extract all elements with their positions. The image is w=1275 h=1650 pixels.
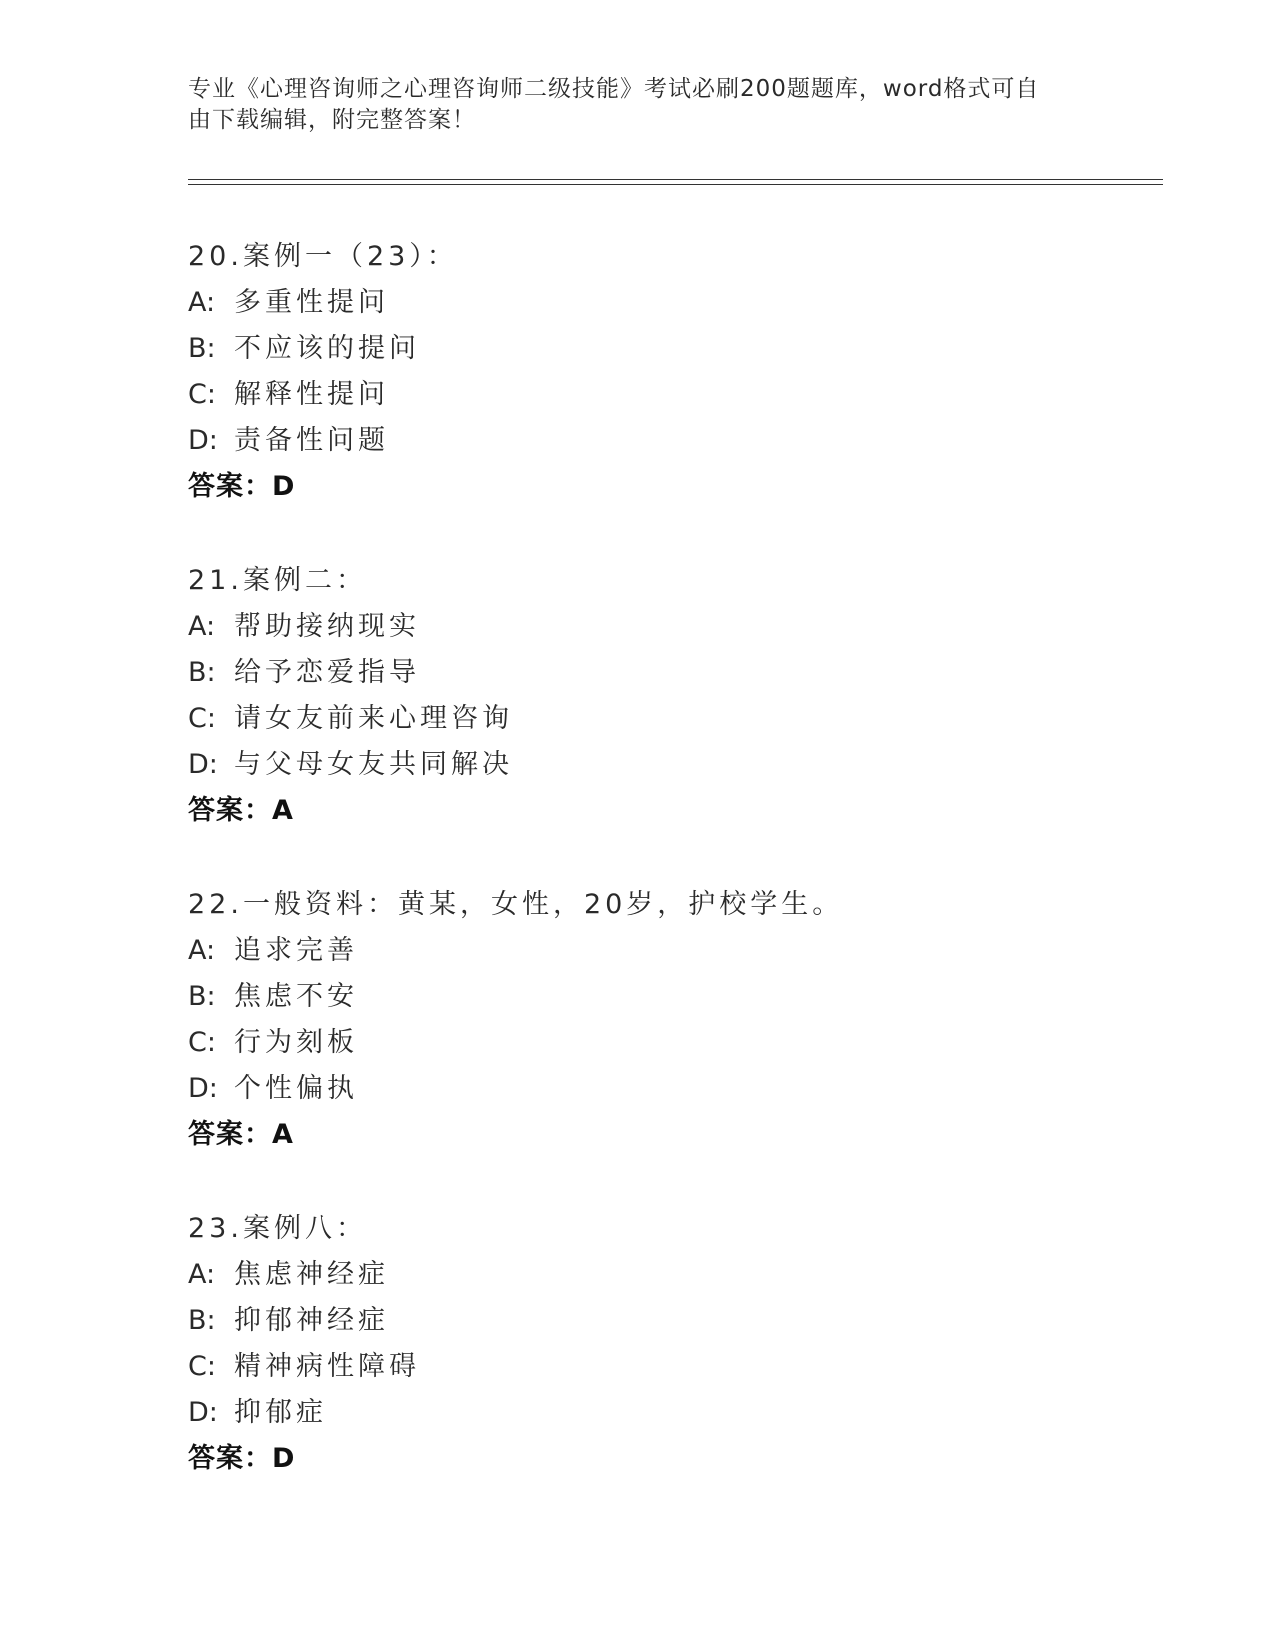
option-text: 追求完善	[234, 935, 358, 966]
question-item	[188, 882, 1163, 1158]
option-letter: B:	[188, 657, 216, 688]
option-text: 行为刻板	[234, 1027, 358, 1058]
header-divider	[188, 179, 1163, 185]
option-letter: B:	[188, 333, 216, 364]
option-text: 焦虑神经症	[234, 1259, 389, 1290]
option-c	[188, 1344, 1163, 1390]
option-letter: B:	[188, 1305, 216, 1336]
option-b	[188, 1298, 1163, 1344]
header-line-2: 由下载编辑，附完整答案！	[188, 107, 476, 133]
answer-line: 答案：D	[188, 471, 296, 502]
option-letter: A:	[188, 287, 216, 318]
option-letter: C:	[188, 703, 216, 734]
question-stem: 23.案例八：	[188, 1213, 367, 1244]
question-list	[188, 234, 1163, 1530]
option-a	[188, 604, 1163, 650]
option-c	[188, 372, 1163, 418]
option-letter: D:	[188, 425, 218, 456]
question-stem: 22.一般资料：黄某，女性，20岁，护校学生。	[188, 889, 844, 920]
header-line-1: 专业《心理咨询师之心理咨询师二级技能》考试必刷200题题库，word格式可自	[188, 76, 1040, 102]
question-stem: 20.案例一（23）：	[188, 241, 458, 272]
option-b	[188, 326, 1163, 372]
option-d	[188, 418, 1163, 464]
option-letter: C:	[188, 379, 216, 410]
option-d	[188, 1390, 1163, 1436]
option-text: 请女友前来心理咨询	[234, 703, 513, 734]
question-item	[188, 1206, 1163, 1482]
option-b	[188, 974, 1163, 1020]
option-text: 焦虑不安	[234, 981, 358, 1012]
option-text: 抑郁症	[234, 1397, 327, 1428]
option-letter: B:	[188, 981, 216, 1012]
option-text: 抑郁神经症	[234, 1305, 389, 1336]
option-letter: C:	[188, 1351, 216, 1382]
option-letter: D:	[188, 749, 218, 780]
option-text: 帮助接纳现实	[234, 611, 420, 642]
option-text: 给予恋爱指导	[234, 657, 420, 688]
option-c	[188, 696, 1163, 742]
option-letter: A:	[188, 611, 216, 642]
question-item	[188, 234, 1163, 510]
option-text: 解释性提问	[234, 379, 389, 410]
option-a	[188, 280, 1163, 326]
answer-line: 答案：A	[188, 795, 294, 826]
option-text: 不应该的提问	[234, 333, 420, 364]
option-d	[188, 742, 1163, 788]
option-text: 与父母女友共同解决	[234, 749, 513, 780]
option-text: 精神病性障碍	[234, 1351, 420, 1382]
answer-line: 答案：D	[188, 1443, 296, 1474]
option-d	[188, 1066, 1163, 1112]
option-letter: C:	[188, 1027, 216, 1058]
option-letter: D:	[188, 1073, 218, 1104]
question-item	[188, 558, 1163, 834]
option-a	[188, 928, 1163, 974]
option-c	[188, 1020, 1163, 1066]
option-text: 个性偏执	[234, 1073, 358, 1104]
answer-line: 答案：A	[188, 1119, 294, 1150]
option-b	[188, 650, 1163, 696]
option-letter: A:	[188, 1259, 216, 1290]
option-text: 多重性提问	[234, 287, 389, 318]
option-text: 责备性问题	[234, 425, 389, 456]
document-header	[188, 74, 1068, 136]
option-letter: D:	[188, 1397, 218, 1428]
option-letter: A:	[188, 935, 216, 966]
option-a	[188, 1252, 1163, 1298]
question-stem: 21.案例二：	[188, 565, 367, 596]
